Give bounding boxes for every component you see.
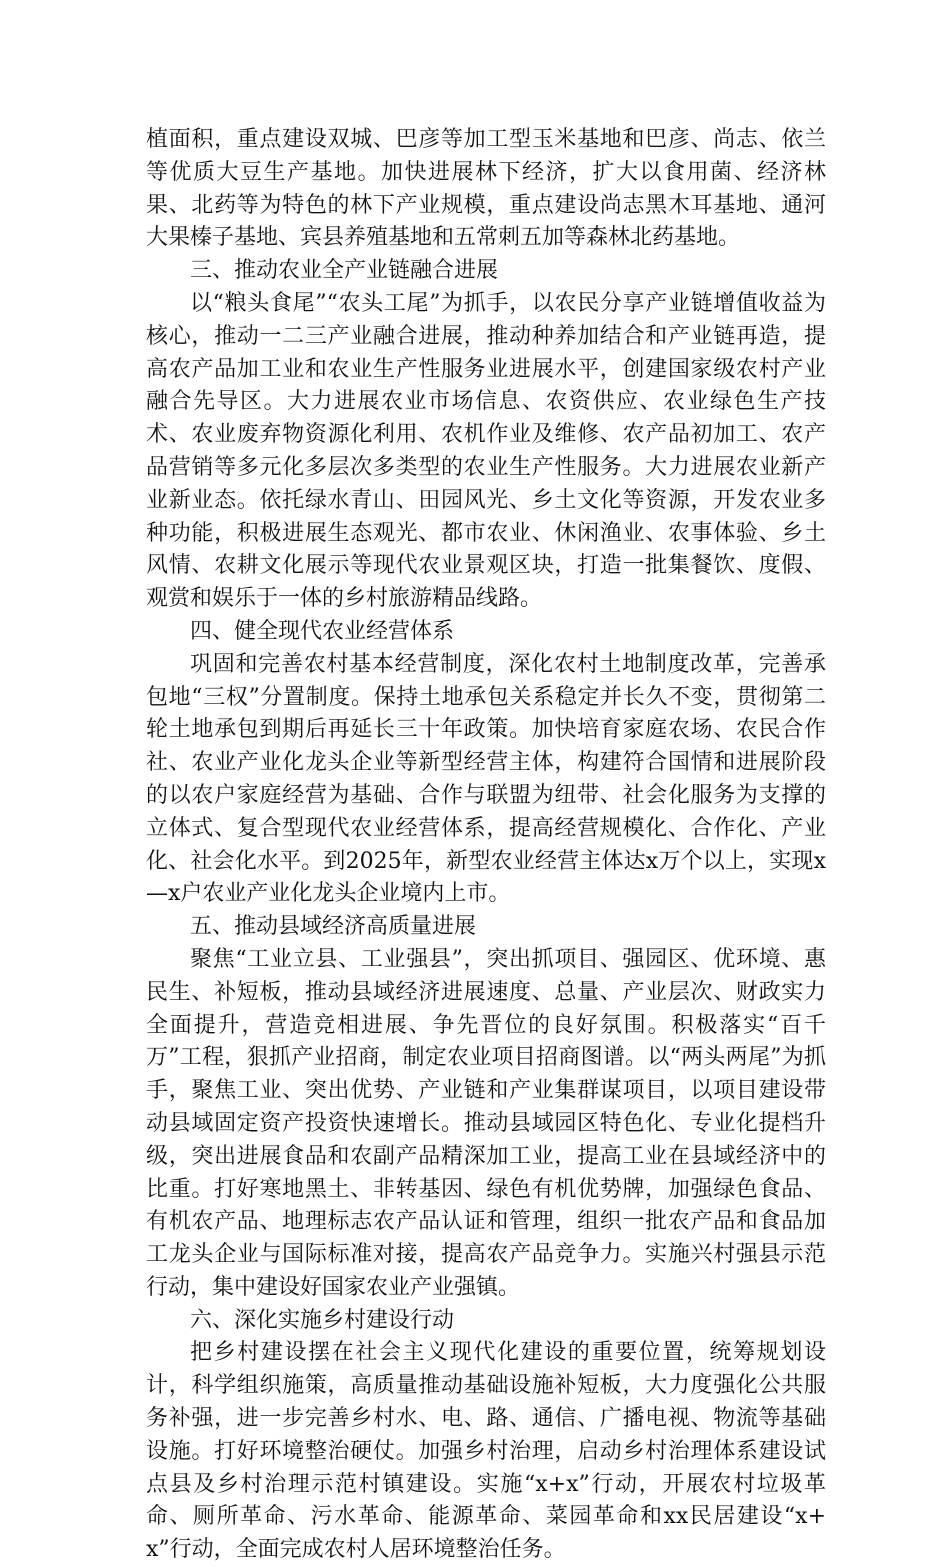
paragraph-rural-construction: 把乡村建设摆在社会主义现代化建设的重要位置，统筹规划设计，科学组织施策，高质量推动基础设施补短板，大力度强化公共服务补强，进一步完善乡村水、电、路、通信、广播电视、物流等基础设施。打好环境整治硬仗。加强乡村治理，启动乡村治理体系建设试点县及乡村治理示范村镇建设。实施“x+x”行动，开展农村垃圾革命、厕所革命、污水革命、能源革命、菜园革命和xx民居建设“x+x”行动，全面完成农村人居环境整治任务。 — [146, 1340, 826, 1563]
section-heading-5: 五、推动县域经济高质量进展 — [190, 914, 477, 940]
paragraph-county-economy: 聚焦“工业立县、工业强县”，突出抓项目、强园区、优环境、惠民生、补短板，推动县域经济进展速度、总量、产业层次、财政实力全面提升，营造竞相进展、争先晋位的良好氛围。积极落实“百千万”工程，狠抓产业招商，制定农业项目招商图谱。以“两头两尾”为抓手，聚焦工业、突出优势、产业链和产业集群谋项目，以项目建设带动县域固定资产投资快速增长。推动县域园区特色化、专业化提档升级，突出进展食品和农副产品精深加工业，提高工业在县域经济中的比重。打好寒地黑土、非转基因、绿色有机优势牌，加强绿色食品、有机农产品、地理标志农产品认证和管理，组织一批农产品和食品加工龙头企业与国际标准对接，提高农产品竞争力。实施兴村强县示范行动，集中建设好国家农业产业强镇。 — [146, 946, 826, 1300]
paragraph-industry-chain: 以“粮头食尾”“农头工尾”为抓手，以农民分享产业链增值收益为核心，推动一二三产业融合进展，推动种养加结合和产业链再造，提高农产品加工业和农业生产性服务业进展水平，创建国家级农村产业融合先导区。大力进展农业市场信息、农资供应、农业绿色生产技术、农业废弃物资源化利用、农机作业及维修、农产品初加工、农产品营销等多元化多层次多类型的农业生产性服务。大力进展农业新产业新业态。依托绿水青山、田园风光、乡土文化等资源，开发农业多种功能，积极进展生态观光、都市农业、休闲渔业、农事体验、乡土风情、农耕文化展示等现代农业景观区块，打造一批集餐饮、度假、观赏和娱乐于一体的乡村旅游精品线路。 — [146, 290, 826, 612]
document-body — [146, 124, 826, 1567]
section-heading-4: 四、健全现代农业经营体系 — [190, 618, 455, 644]
section-heading-3: 三、推动农业全产业链融合进展 — [190, 258, 499, 284]
paragraph-operation-system: 巩固和完善农村基本经营制度，深化农村土地制度改革，完善承包地“三权”分置制度。保持土地承包关系稳定并长久不变，贯彻第二轮土地承包到期后再延长三十年政策。加快培育家庭农场、农民合作社、农业产业化龙头企业等新型经营主体，构建符合国情和进展阶段的以农户家庭经营为基础、合作与联盟为纽带、社会化服务为支撑的立体式、复合型现代农业经营体系，提高经营规模化、合作化、产业化、社会化水平。到2025年，新型农业经营主体达x万个以上，实现x—x户农业产业化龙头企业境内上市。 — [146, 651, 826, 907]
paragraph-crop-bases: 植面积，重点建设双城、巴彦等加工型玉米基地和巴彦、尚志、依兰等优质大豆生产基地。加快进展林下经济，扩大以食用菌、经济林果、北药等为特色的林下产业规模，重点建设尚志黑木耳基地、通河大果榛子基地、宾县养殖基地和五常刺五加等森林北药基地。 — [146, 127, 826, 251]
section-heading-6: 六、深化实施乡村建设行动 — [190, 1307, 455, 1333]
